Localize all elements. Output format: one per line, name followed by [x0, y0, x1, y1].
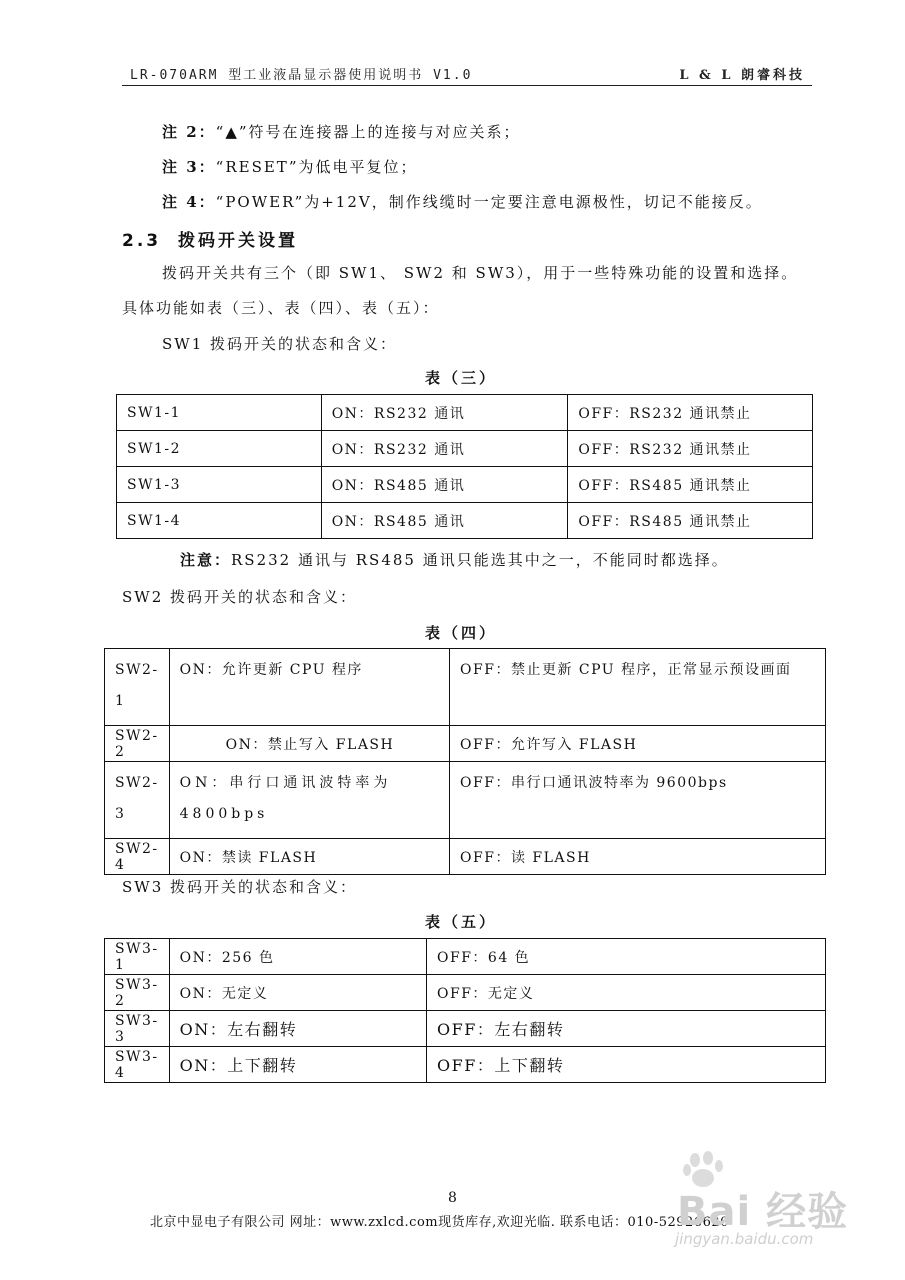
switch-id: SW2-2: [105, 726, 170, 762]
watermark-url: jingyan.baidu.com: [675, 1230, 814, 1248]
switch-id: SW1-1: [117, 395, 322, 431]
sw1-note: [180, 549, 729, 570]
off-meaning: OFF：RS485 通讯禁止: [568, 467, 813, 503]
off-meaning: OFF：无定义: [427, 975, 826, 1011]
switch-id: SW3-1: [105, 939, 170, 975]
table-row: [117, 467, 813, 503]
off-meaning: OFF：上下翻转: [427, 1047, 826, 1083]
note-4: [162, 191, 763, 212]
on-meaning: ON：禁止写入 FLASH: [169, 726, 449, 762]
switch-id: SW3-2: [105, 975, 170, 1011]
on-meaning: ON：允许更新 CPU 程序: [169, 649, 449, 726]
off-meaning: OFF：RS232 通讯禁止: [568, 431, 813, 467]
section-title: 拨码开关设置: [178, 231, 299, 251]
table-row: [117, 503, 813, 539]
switch-id: SW2-4: [105, 839, 170, 875]
off-meaning: OFF：RS232 通讯禁止: [568, 395, 813, 431]
note-label: 注意：: [180, 551, 232, 569]
page-number: 8: [448, 1190, 457, 1206]
table-row: [105, 1011, 826, 1047]
on-meaning: ON：串行口通讯波特率为 4800bps: [169, 762, 449, 839]
note-label: 注 3：: [162, 158, 216, 176]
off-meaning: OFF：允许写入 FLASH: [450, 726, 826, 762]
document-header-title: LR-070ARM 型工业液晶显示器使用说明书 V1.0: [130, 68, 473, 83]
off-meaning: OFF：禁止更新 CPU 程序，正常显示预设画面: [450, 649, 826, 726]
off-meaning: OFF：读 FLASH: [450, 839, 826, 875]
on-meaning: ON：左右翻转: [169, 1011, 426, 1047]
sw1-heading: SW1 拨码开关的状态和含义：: [162, 335, 398, 353]
on-meaning: ON：上下翻转: [169, 1047, 426, 1083]
switch-id: SW1-4: [117, 503, 322, 539]
note-text: RS232 通讯与 RS485 通讯只能选其中之一，不能同时都选择。: [231, 551, 729, 569]
switch-id: SW3-3: [105, 1011, 170, 1047]
off-meaning: OFF：串行口通讯波特率为 9600bps: [450, 762, 826, 839]
baidu-jingyan-watermark: [675, 1150, 865, 1260]
on-meaning: ON：RS232 通讯: [321, 431, 568, 467]
table-row: [105, 726, 826, 762]
table-row: [105, 939, 826, 975]
section-intro-line1: 拨码开关共有三个（即 SW1、 SW2 和 SW3），用于一些特殊功能的设置和选择。: [162, 264, 799, 282]
watermark-brand: Bai 经验: [677, 1189, 849, 1235]
note-label: 注 2：: [162, 123, 216, 141]
switch-id: SW1-2: [117, 431, 322, 467]
table-row: [105, 649, 826, 726]
footer-contact: 北京中显电子有限公司 网址：www.zxlcd.com现货库存,欢迎光临. 联系电话：010-52926620: [150, 1215, 729, 1230]
table-row: [105, 762, 826, 839]
switch-id: SW3-4: [105, 1047, 170, 1083]
on-meaning: ON：256 色: [169, 939, 426, 975]
on-meaning: ON：禁读 FLASH: [169, 839, 449, 875]
switch-id: SW1-3: [117, 467, 322, 503]
table3-caption: 表（三）: [425, 369, 498, 387]
note-text: “POWER”为+12V，制作线缆时一定要注意电源极性，切记不能接反。: [215, 193, 763, 211]
section-number: 2.3: [122, 231, 162, 251]
header-divider: [122, 85, 812, 86]
table-row: [105, 839, 826, 875]
table5-caption: 表（五）: [425, 913, 498, 931]
note-text: “RESET”为低电平复位；: [215, 158, 418, 176]
section-heading: [122, 226, 298, 251]
company-name: L & L 朗睿科技: [679, 68, 805, 83]
on-meaning: ON：RS485 通讯: [321, 467, 568, 503]
note-3: [162, 156, 417, 177]
sw3-table: [104, 938, 826, 1083]
sw3-heading: SW3 拨码开关的状态和含义：: [122, 878, 358, 896]
table-row: [117, 431, 813, 467]
switch-id: SW2-3: [105, 762, 170, 839]
table-row: [117, 395, 813, 431]
sw2-table: [104, 648, 826, 875]
on-meaning: ON：无定义: [169, 975, 426, 1011]
on-meaning: ON：RS485 通讯: [321, 503, 568, 539]
sw1-table: [116, 394, 813, 539]
switch-id: SW2-1: [105, 649, 170, 726]
note-2: [162, 121, 521, 142]
off-meaning: OFF：RS485 通讯禁止: [568, 503, 813, 539]
sw2-heading: SW2 拨码开关的状态和含义：: [122, 588, 358, 606]
off-meaning: OFF：左右翻转: [427, 1011, 826, 1047]
note-text: “▲”符号在连接器上的连接与对应关系；: [215, 123, 521, 141]
off-meaning: OFF：64 色: [427, 939, 826, 975]
table4-caption: 表（四）: [425, 624, 498, 642]
table-row: [105, 1047, 826, 1083]
on-meaning: ON：RS232 通讯: [321, 395, 568, 431]
table-row: [105, 975, 826, 1011]
note-label: 注 4：: [162, 193, 216, 211]
section-intro-line2: 具体功能如表（三）、表（四）、表（五）：: [122, 299, 440, 317]
